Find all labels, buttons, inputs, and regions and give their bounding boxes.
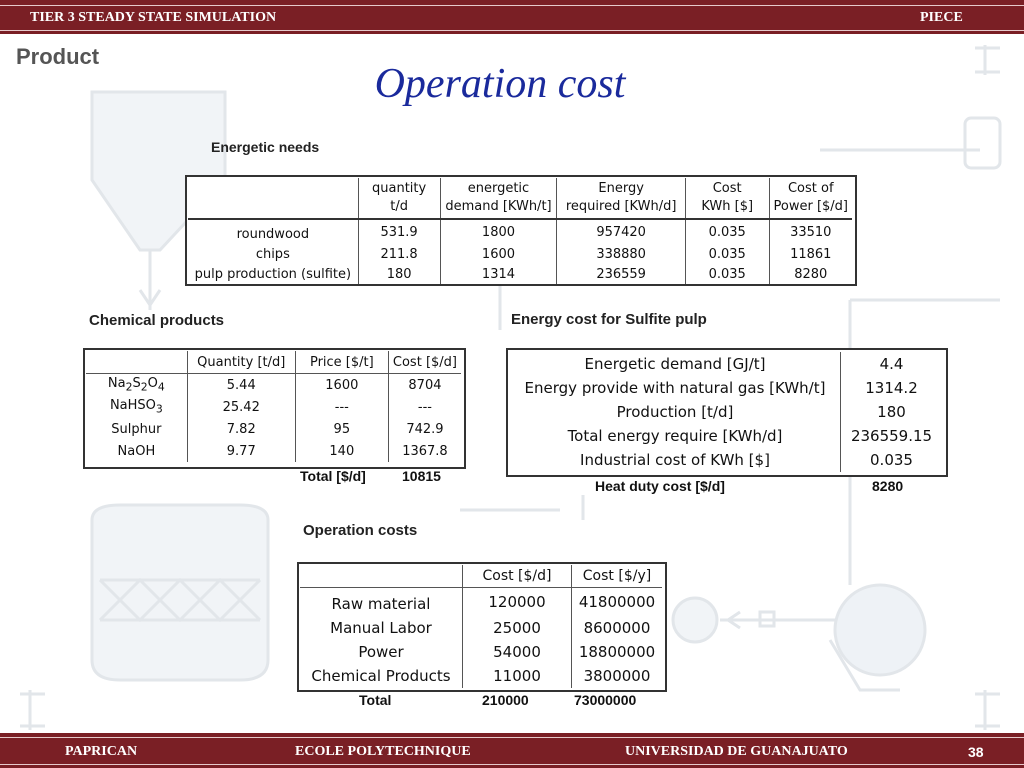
ec-total-value: 8280 (872, 478, 904, 494)
table-row (510, 448, 942, 472)
oc-row2-name: Manual Labor (330, 619, 432, 637)
operation-costs-table (300, 565, 662, 688)
cp-row1-cost: 8704 (388, 374, 461, 397)
oc-row4-year: 3800000 (572, 664, 663, 688)
oc-row3-year: 18800000 (572, 640, 663, 664)
cp-row4-qty: 9.77 (187, 440, 295, 462)
en-header-3a: Energy (598, 181, 644, 196)
table-row (86, 440, 461, 462)
ec-row1-value: 4.4 (841, 352, 943, 376)
cp-row4-cost: 1367.8 (388, 440, 461, 462)
oc-total-day: 210000 (482, 692, 529, 708)
table-row (510, 376, 942, 400)
en-header-3b: required [KWh/d] (565, 199, 677, 214)
cp-row3-name: Sulphur (111, 421, 162, 437)
oc-row1-day: 120000 (463, 588, 572, 617)
en-row3-c3: 236559 (557, 264, 685, 284)
oc-header-day: Cost [$/d] (463, 565, 572, 588)
ec-row5-value: 0.035 (841, 448, 943, 472)
ec-row2-label: Energy provide with natural gas [KWh/t] (524, 379, 826, 397)
cp-row3-qty: 7.82 (187, 418, 295, 440)
ec-row3-label: Production [t/d] (616, 403, 734, 421)
cp-row4-price: 140 (295, 440, 388, 462)
page-number: 38 (968, 744, 984, 760)
en-row2-c1: 211.8 (358, 244, 440, 264)
cp-row2-qty: 25.42 (187, 396, 295, 418)
cp-row2-name: NaHSO$_3$ (109, 398, 163, 416)
oc-row3-name: Power (358, 643, 404, 661)
en-row3-c2: 1314 (440, 264, 557, 284)
cp-total-value: 10815 (402, 468, 441, 484)
en-row1-c5: 33510 (769, 219, 852, 244)
ec-row1-label: Energetic demand [GJ/t] (584, 355, 766, 373)
en-row2-c4: 0.035 (685, 244, 769, 264)
operation-costs-label: Operation costs (303, 522, 418, 539)
en-row1-c2: 1800 (440, 219, 557, 244)
table-row (86, 418, 461, 440)
en-header-4b: KWh [$] (701, 199, 754, 214)
oc-total-year: 73000000 (574, 692, 637, 708)
en-row2-c3: 338880 (557, 244, 685, 264)
en-header-1b: t/d (390, 199, 408, 214)
oc-row1-year: 41800000 (572, 588, 663, 617)
table-row (188, 264, 852, 284)
oc-total-label: Total (359, 692, 392, 708)
table-row (86, 374, 461, 397)
chemical-products-table (86, 351, 461, 462)
footer-left-text: PAPRICAN (65, 744, 138, 759)
table-row (86, 396, 461, 418)
cp-header-price: Price [$/t] (295, 351, 388, 374)
energy-cost-table (510, 352, 942, 472)
oc-header-year: Cost [$/y] (572, 565, 663, 588)
en-row1-c4: 0.035 (685, 219, 769, 244)
en-header-2b: demand [KWh/t] (445, 199, 552, 214)
oc-row1-name: Raw material (331, 595, 431, 613)
cp-row2-price: --- (295, 396, 388, 418)
en-header-4a: Cost (712, 181, 742, 196)
table-row (300, 588, 662, 617)
table-row (510, 424, 942, 448)
en-header-5a: Cost of (787, 181, 834, 196)
header-bar (0, 0, 1024, 34)
header-right-text: PIECE (920, 10, 963, 25)
section-label: Product (16, 44, 100, 69)
oc-row4-name: Chemical Products (311, 667, 451, 685)
cp-row1-name: $Na_2S_2O_4$ (107, 376, 165, 394)
oc-row2-day: 25000 (463, 616, 572, 640)
table-row (300, 664, 662, 688)
en-row1-name: roundwood (236, 226, 310, 242)
cp-header-cost: Cost [$/d] (388, 351, 461, 374)
footer-bar (0, 733, 1024, 768)
cp-row2-cost: --- (388, 396, 461, 418)
energetic-needs-table (188, 178, 852, 284)
en-row1-c1: 531.9 (358, 219, 440, 244)
ec-row4-value: 236559.15 (841, 424, 943, 448)
table-row (510, 400, 942, 424)
ec-row2-value: 1314.2 (841, 376, 943, 400)
chemical-products-label: Chemical products (89, 312, 225, 329)
en-header-2a: energetic (467, 181, 530, 196)
energy-cost-label: Energy cost for Sulfite pulp (511, 311, 707, 328)
energetic-needs-label: Energetic needs (211, 139, 320, 155)
header-left-text: TIER 3 STEADY STATE SIMULATION (30, 10, 277, 25)
ec-row4-label: Total energy require [KWh/d] (567, 427, 783, 445)
table-row (188, 244, 852, 264)
en-row3-c4: 0.035 (685, 264, 769, 284)
en-row3-c5: 8280 (769, 264, 852, 284)
en-row1-c3: 957420 (557, 219, 685, 244)
footer-right-text: UNIVERSIDAD DE GUANAJUATO (625, 744, 848, 759)
table-row (300, 616, 662, 640)
cp-row3-cost: 742.9 (388, 418, 461, 440)
en-row2-c2: 1600 (440, 244, 557, 264)
en-header-5b: Power [$/d] (773, 199, 848, 214)
table-row (188, 219, 852, 244)
table-row (510, 352, 942, 376)
en-row2-name: chips (255, 246, 290, 262)
cp-header-qty: Quantity [t/d] (187, 351, 295, 374)
table-row (300, 640, 662, 664)
cp-total-label: Total [$/d] (300, 468, 366, 484)
ec-row3-value: 180 (841, 400, 943, 424)
en-row2-c5: 11861 (769, 244, 852, 264)
cp-row1-price: 1600 (295, 374, 388, 397)
cp-row3-price: 95 (295, 418, 388, 440)
en-header-1a: quantity (372, 181, 427, 196)
slide-title: Operation cost (374, 61, 626, 107)
ec-row5-label: Industrial cost of KWh [$] (580, 451, 770, 469)
cp-row1-qty: 5.44 (187, 374, 295, 397)
ec-total-label: Heat duty cost [$/d] (595, 478, 725, 494)
oc-row4-day: 11000 (463, 664, 572, 688)
footer-center-text: ECOLE POLYTECHNIQUE (295, 744, 471, 759)
oc-row2-year: 8600000 (572, 616, 663, 640)
cp-row4-name: NaOH (117, 443, 156, 459)
en-row3-c1: 180 (358, 264, 440, 284)
en-row3-name: pulp production (sulfite) (194, 266, 352, 282)
oc-row3-day: 54000 (463, 640, 572, 664)
